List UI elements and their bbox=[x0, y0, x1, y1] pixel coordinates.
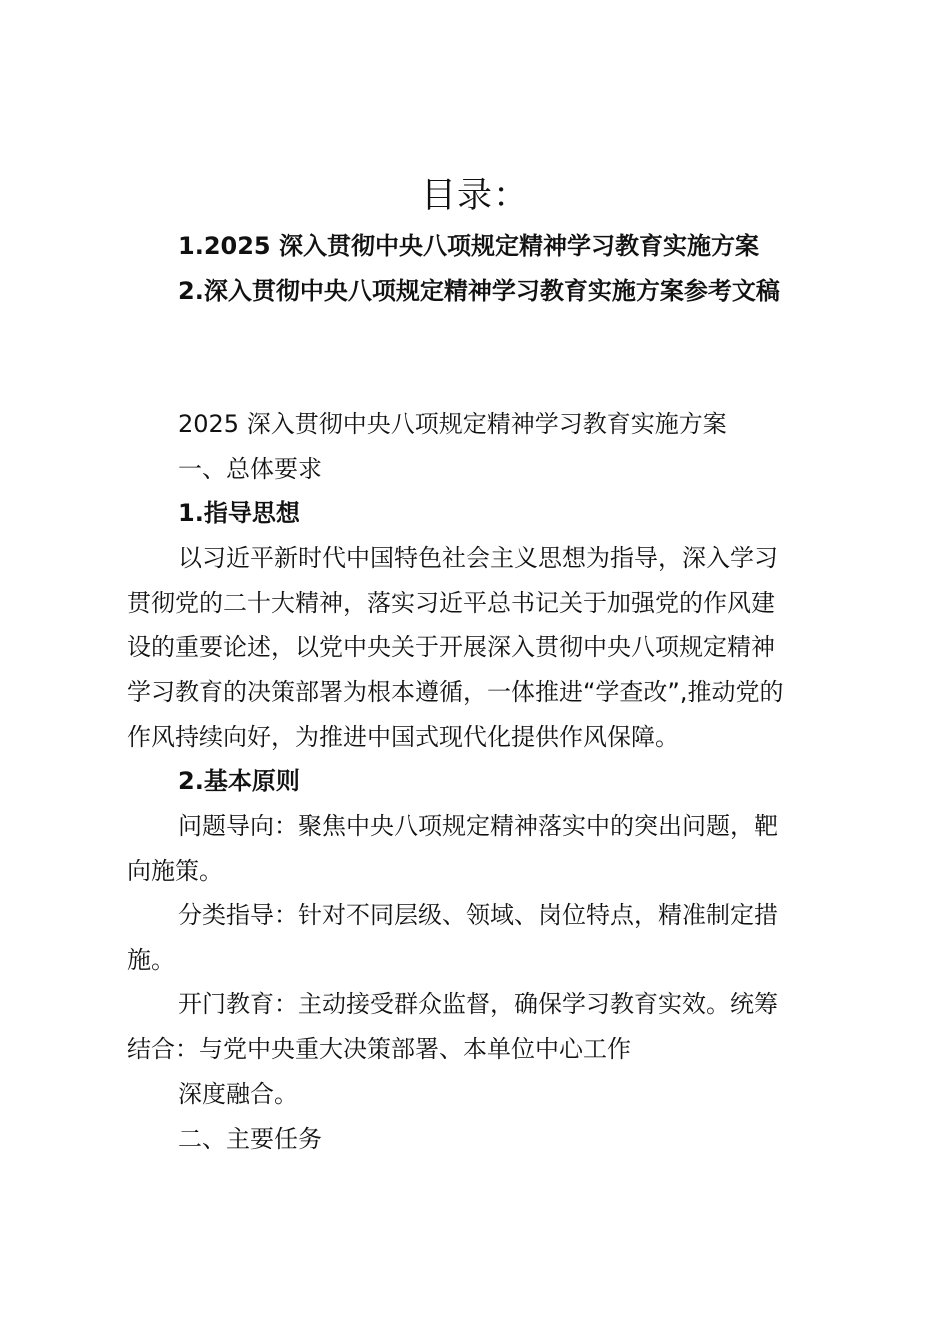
paragraph-line: 设的重要论述，以党中央关于开展深入贯彻中央八项规定精神 bbox=[127, 633, 775, 661]
section-heading-1: 一、总体要求 bbox=[178, 455, 322, 483]
paragraph-line: 向施策。 bbox=[127, 857, 223, 885]
paragraph-line: 学习教育的决策部署为根本遵循，一体推进“学查改”,推动党的 bbox=[127, 678, 784, 706]
section-heading-2: 二、主要任务 bbox=[178, 1125, 322, 1153]
subheading-basic-principles: 2.基本原则 bbox=[178, 767, 300, 795]
paragraph-line: 开门教育：主动接受群众监督，确保学习教育实效。统筹 bbox=[178, 990, 778, 1018]
paragraph-line: 分类指导：针对不同层级、领域、岗位特点，精准制定措 bbox=[178, 901, 778, 929]
document-title: 2025 深入贯彻中央八项规定精神学习教育实施方案 bbox=[178, 410, 727, 438]
paragraph-line: 施。 bbox=[127, 946, 175, 974]
toc-item-2: 2.深入贯彻中央八项规定精神学习教育实施方案参考文稿 bbox=[178, 277, 780, 305]
paragraph-line: 结合：与党中央重大决策部署、本单位中心工作 bbox=[127, 1035, 631, 1063]
paragraph-line: 问题导向：聚焦中央八项规定精神落实中的突出问题，靶 bbox=[178, 812, 778, 840]
subheading-guiding-thought: 1.指导思想 bbox=[178, 499, 300, 527]
paragraph-line: 作风持续向好，为推进中国式现代化提供作风保障。 bbox=[127, 723, 679, 751]
paragraph-line: 贯彻党的二十大精神，落实习近平总书记关于加强党的作风建 bbox=[127, 589, 775, 617]
toc-item-1: 1.2025 深入贯彻中央八项规定精神学习教育实施方案 bbox=[178, 232, 759, 260]
toc-title: 目录： bbox=[420, 176, 529, 216]
paragraph-line: 深度融合。 bbox=[178, 1080, 298, 1108]
paragraph-line: 以习近平新时代中国特色社会主义思想为指导，深入学习 bbox=[178, 544, 778, 572]
